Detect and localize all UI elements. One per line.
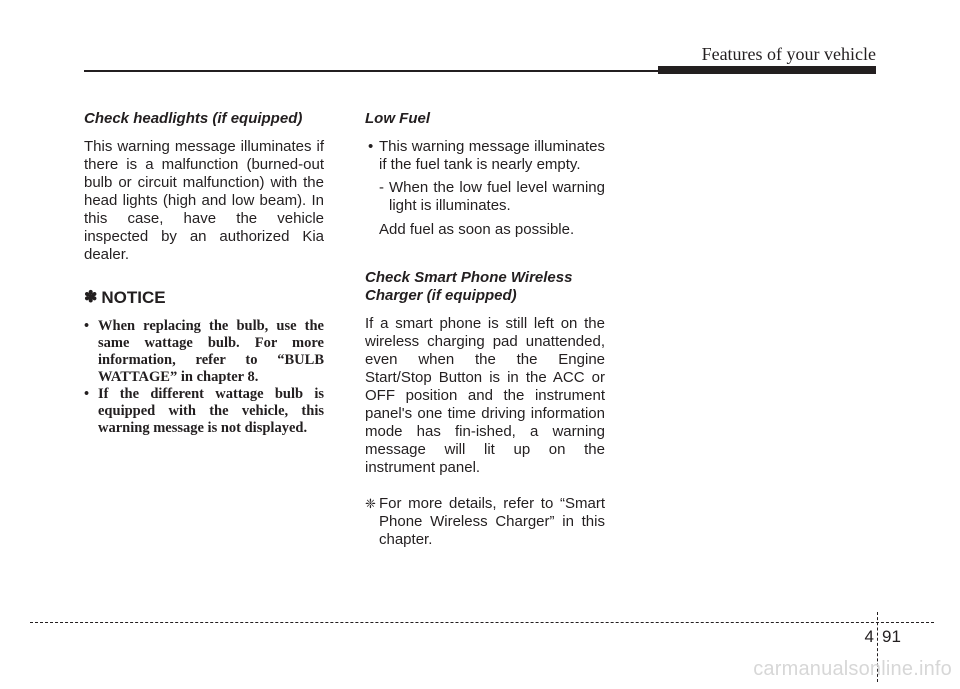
footer-rule — [30, 622, 934, 623]
low-fuel-dash-item: - When the low fuel level warning light is illuminates. — [365, 179, 605, 215]
left-column — [84, 110, 324, 437]
page-header-title: Features of your vehicle — [701, 44, 876, 64]
headlights-heading: Check headlights (if equipped) — [84, 110, 303, 127]
header-rule — [84, 70, 664, 72]
charger-reference — [365, 495, 605, 549]
header-rule-accent — [658, 66, 876, 74]
charger-heading: Check Smart Phone Wireless Charger (if equipped) — [365, 269, 573, 304]
page-number: 91 — [882, 627, 901, 646]
notice-heading-label: NOTICE — [101, 288, 166, 307]
charger-body: If a smart phone is still left on the wireless charging pad unattended, even when the the Engine Start/Stop Button is in the ACC or OFF position and the instrument panel's one time driving information mode has fin-ished, a warning message will lit up on the instrument panel. — [365, 315, 605, 476]
low-fuel-heading: Low Fuel — [365, 110, 430, 127]
watermark: carmanualsonline.info — [753, 658, 952, 680]
notice-list — [84, 318, 324, 437]
charger-reference-text: For more details, refer to “Smart Phone Wireless Charger” in this chapter. — [379, 495, 605, 548]
low-fuel-action: Add fuel as soon as possible. — [379, 221, 575, 238]
middle-column — [365, 110, 605, 549]
low-fuel-bullet: • This warning message illuminates if the fuel tank is nearly empty. — [365, 138, 605, 174]
notice-item: • If the different wattage bulb is equipped with the vehicle, this warning message is not displayed. — [84, 386, 324, 437]
notice-star-icon: ✽ — [84, 289, 98, 306]
headlights-body: This warning message illuminates if there is a malfunction (burned-out bulb or circuit malfunction) with the head lights (high and low beam). In this case, have the vehicle inspected by an authorized Kia dealer. — [84, 138, 324, 263]
reference-mark-icon: ❈ — [365, 496, 376, 511]
notice-item: • When replacing the bulb, use the same wattage bulb. For more information, refer to “BULB WATTAGE” in chapter 8. — [84, 318, 324, 386]
chapter-number: 4 — [864, 627, 874, 646]
notice-heading — [84, 288, 324, 308]
